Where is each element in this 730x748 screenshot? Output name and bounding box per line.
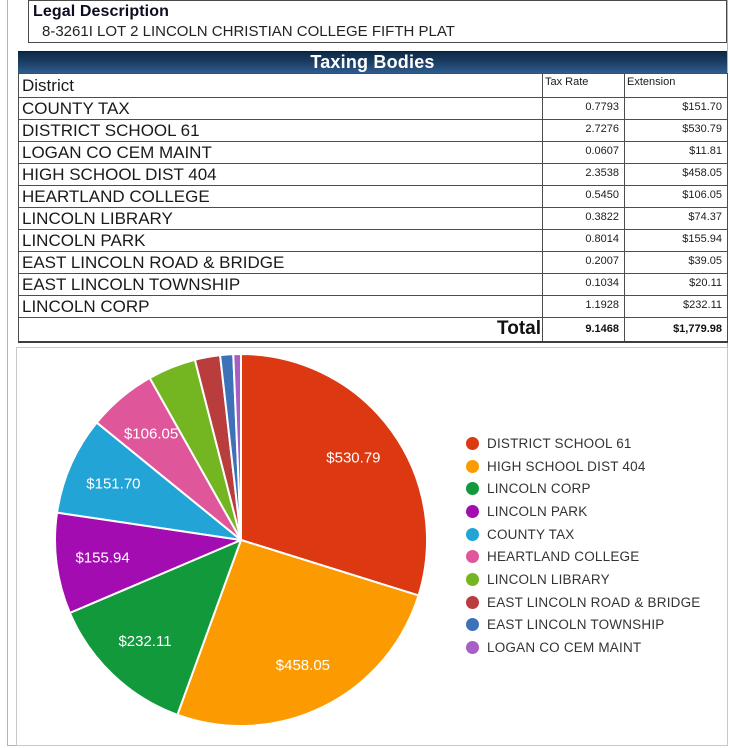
pie-slice-label: $458.05: [275, 657, 331, 674]
taxing-bodies-table: [18, 73, 728, 343]
legend-label: COUNTY TAX: [487, 526, 575, 542]
table-row: [19, 186, 728, 208]
legend-label: LINCOLN PARK: [487, 503, 588, 519]
legend-label: DISTRICT SCHOOL 61: [487, 435, 632, 451]
chart-legend: [466, 432, 726, 659]
pie-slice-label: $530.79: [326, 449, 381, 467]
pie-slice-label: $155.94: [75, 549, 130, 567]
column-header-extension: Extension: [625, 74, 728, 98]
legend-swatch-icon: [466, 641, 479, 654]
legend-swatch-icon: [466, 573, 479, 586]
legend-item: [466, 545, 726, 568]
legend-item: [466, 455, 726, 478]
total-tax-rate: 9.1468: [543, 318, 625, 342]
district-cell: LOGAN CO CEM MAINT: [19, 142, 543, 164]
district-cell: COUNTY TAX: [19, 98, 543, 120]
tax-distribution-chart: [16, 347, 728, 746]
tax-rate-cell: 0.0607: [543, 142, 625, 164]
total-label: Total: [19, 318, 543, 342]
legend-item: [466, 523, 726, 546]
table-total-row: [19, 318, 728, 342]
table-row: [19, 98, 728, 120]
report-container: [7, 0, 728, 746]
legend-item: [466, 432, 726, 455]
legend-item: [466, 591, 726, 614]
extension-cell: $155.94: [625, 230, 728, 252]
table-row: [19, 296, 728, 318]
total-extension: $1,779.98: [625, 318, 728, 342]
table-row: [19, 252, 728, 274]
tax-rate-cell: 0.5450: [543, 186, 625, 208]
district-cell: DISTRICT SCHOOL 61: [19, 120, 543, 142]
tax-rate-cell: 2.3538: [543, 164, 625, 186]
extension-cell: $74.37: [625, 208, 728, 230]
legend-label: LINCOLN CORP: [487, 481, 591, 497]
extension-cell: $530.79: [625, 120, 728, 142]
tax-rate-cell: 2.7276: [543, 120, 625, 142]
extension-cell: $20.11: [625, 274, 728, 296]
taxing-bodies-header: [18, 51, 727, 73]
legend-label: EAST LINCOLN TOWNSHIP: [487, 617, 665, 633]
district-cell: LINCOLN LIBRARY: [19, 208, 543, 230]
table-header-row: [19, 74, 728, 98]
pie-slice-label: $232.11: [118, 633, 172, 651]
table-row: [19, 230, 728, 252]
legend-item: [466, 500, 726, 523]
table-row: [19, 274, 728, 296]
legend-swatch-icon: [466, 482, 479, 495]
column-header-tax-rate: Tax Rate: [543, 74, 625, 98]
tax-rate-cell: 0.1034: [543, 274, 625, 296]
column-header-district: District: [19, 74, 543, 98]
legend-label: LOGAN CO CEM MAINT: [487, 640, 642, 656]
tax-rate-cell: 0.7793: [543, 98, 625, 120]
legend-swatch-icon: [466, 596, 479, 609]
legend-swatch-icon: [466, 460, 479, 473]
taxing-bodies-title: Taxing Bodies: [310, 52, 435, 72]
legal-description-heading: Legal Description: [33, 3, 169, 20]
legend-label: HIGH SCHOOL DIST 404: [487, 458, 646, 474]
extension-cell: $11.81: [625, 142, 728, 164]
district-cell: HIGH SCHOOL DIST 404: [19, 164, 543, 186]
pie-slice-label: $151.70: [86, 475, 141, 493]
tax-rate-cell: 1.1928: [543, 296, 625, 318]
district-cell: LINCOLN CORP: [19, 296, 543, 318]
district-cell: EAST LINCOLN ROAD & BRIDGE: [19, 252, 543, 274]
legal-description-value: 8-3261I LOT 2 LINCOLN CHRISTIAN COLLEGE FIFTH PLAT: [42, 23, 455, 40]
legend-swatch-icon: [466, 505, 479, 518]
legend-label: LINCOLN LIBRARY: [487, 571, 610, 587]
extension-cell: $458.05: [625, 164, 728, 186]
tax-rate-cell: 0.8014: [543, 230, 625, 252]
legend-swatch-icon: [466, 437, 479, 450]
legend-swatch-icon: [466, 618, 479, 631]
legend-swatch-icon: [466, 550, 479, 563]
extension-cell: $39.05: [625, 252, 728, 274]
legend-item: [466, 568, 726, 591]
table-row: [19, 120, 728, 142]
pie-slice-label: $106.05: [123, 425, 179, 443]
table-row: [19, 208, 728, 230]
tax-rate-cell: 0.2007: [543, 252, 625, 274]
legend-label: EAST LINCOLN ROAD & BRIDGE: [487, 594, 701, 610]
district-cell: LINCOLN PARK: [19, 230, 543, 252]
legend-item: [466, 636, 726, 659]
legend-item: [466, 614, 726, 637]
table-row: [19, 164, 728, 186]
district-cell: EAST LINCOLN TOWNSHIP: [19, 274, 543, 296]
extension-cell: $151.70: [625, 98, 728, 120]
legend-label: HEARTLAND COLLEGE: [487, 549, 640, 565]
legend-swatch-icon: [466, 528, 479, 541]
pie-chart: [51, 350, 431, 730]
extension-cell: $232.11: [625, 296, 728, 318]
legal-description-box: [28, 0, 727, 43]
legend-item: [466, 477, 726, 500]
extension-cell: $106.05: [625, 186, 728, 208]
table-row: [19, 142, 728, 164]
tax-rate-cell: 0.3822: [543, 208, 625, 230]
district-cell: HEARTLAND COLLEGE: [19, 186, 543, 208]
